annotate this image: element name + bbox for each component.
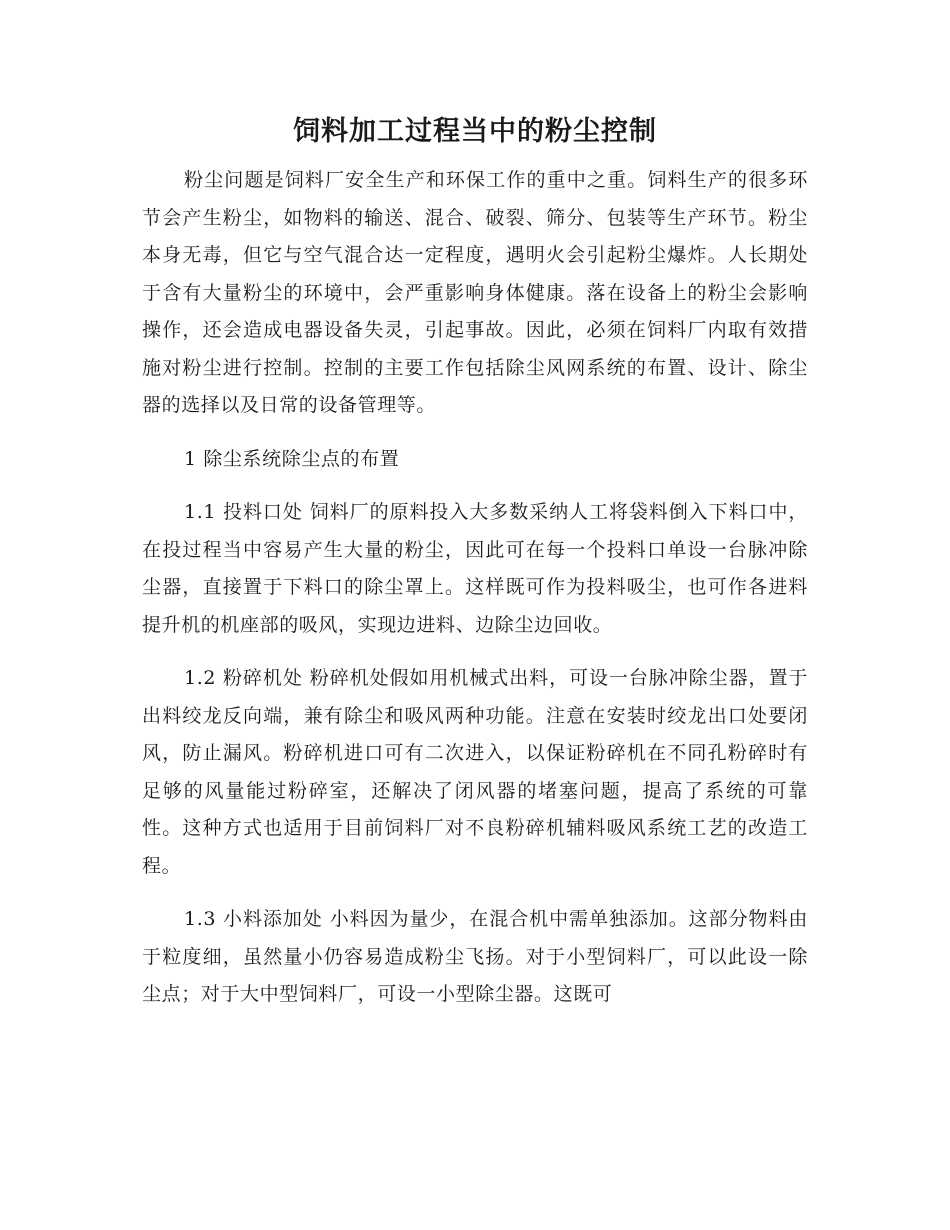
paragraph-1-1: 1.1 投料口处 饲料厂的原料投入大多数采纳人工将袋料倒入下料口中，在投过程当中容易产生大量的粉尘，因此可在每一个投料口单设一台脉冲除尘器，直接置于下料口的除尘罩上。这样既可作为投料吸尘，也可作各进料提升机的机座部的吸风，实现边进料、边除尘边回收。 [142, 501, 808, 636]
section-heading-1: 1 除尘系统除尘点的布置 [184, 447, 400, 470]
paragraph-1-2: 1.2 粉碎机处 粉碎机处假如用机械式出料，可设一台脉冲除尘器，置于出料绞龙反向端，兼有除尘和吸风两种功能。注意在安装时绞龙出口处要闭风，防止漏风。粉碎机进口可有二次进入，以保证粉碎机在不同孔粉碎时有足够的风量能过粉碎室，还解决了闭风器的堵塞问题，提高了系统的可靠性。这种方式也适用于目前饲料厂对不良粉碎机辅料吸风系统工艺的改造工程。 [142, 667, 808, 877]
document-title: 饲料加工过程当中的粉尘控制 [293, 116, 657, 147]
intro-paragraph: 粉尘问题是饲料厂安全生产和环保工作的重中之重。饲料生产的很多环节会产生粉尘，如物料的输送、混合、破裂、筛分、包装等生产环节。粉尘本身无毒，但它与空气混合达一定程度，遇明火会引起粉尘爆炸。人长期处于含有大量粉尘的环境中，会严重影响身体健康。落在设备上的粉尘会影响操作，还会造成电器设备失灵，引起事故。因此，必须在饲料厂内取有效措施对粉尘进行控制。控制的主要工作包括除尘风网系统的布置、设计、除尘器的选择以及日常的设备管理等。 [142, 169, 808, 416]
paragraph-1-3: 1.3 小料添加处 小料因为量少，在混合机中需单独添加。这部分物料由于粒度细，虽然量小仍容易造成粉尘飞扬。对于小型饲料厂，可以此设一除尘点；对于大中型饲料厂，可设一小型除尘器。这既可 [142, 908, 808, 1005]
document-body [142, 162, 808, 1030]
